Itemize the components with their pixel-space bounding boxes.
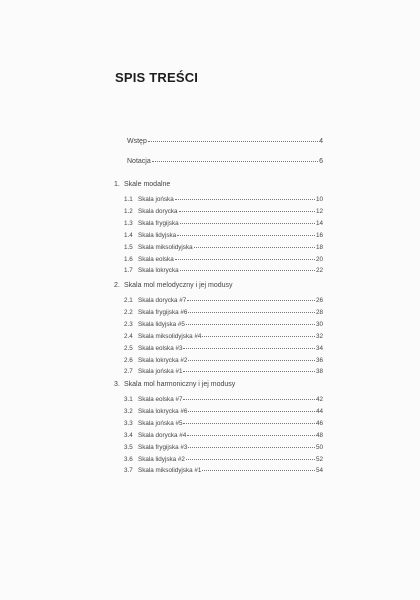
toc-entry-label: Skala lokrycka [138, 267, 179, 275]
dot-leader [175, 253, 315, 260]
dot-leader [188, 354, 315, 361]
toc-entry-page: 48 [315, 431, 323, 439]
toc-entry[interactable] [124, 418, 323, 429]
toc-entry-page: 42 [315, 396, 323, 403]
toc-entry-number: 3.2 [124, 407, 133, 415]
toc-entry-page: 30 [315, 320, 323, 328]
toc-entry-page: 4 [319, 138, 323, 145]
dot-leader [152, 155, 318, 162]
dot-leader [179, 205, 315, 212]
toc-entry[interactable] [124, 319, 323, 330]
toc-entry-label: Skala frygijska #6 [138, 308, 188, 316]
toc-entry-label: Skala eolska [138, 255, 174, 263]
dot-leader [180, 217, 315, 224]
dot-leader [183, 417, 315, 424]
toc-entry-page: 54 [315, 467, 323, 475]
toc-entry-label: Skala eolska #3 [138, 344, 183, 352]
toc-entry-page: 46 [315, 419, 323, 427]
toc-entry-number: 1.4 [124, 231, 133, 239]
toc-entry-number: 1.2 [124, 207, 133, 215]
toc-entry-page: 44 [315, 407, 323, 415]
toc-entry-number: 3.7 [124, 467, 133, 475]
dot-leader [188, 441, 315, 448]
toc-entry[interactable] [124, 265, 323, 276]
toc-entry-page: 18 [315, 243, 323, 251]
section-number: 3. [114, 381, 120, 388]
dot-leader [148, 135, 318, 142]
toc-entry-label: Skala jońska #1 [138, 368, 183, 376]
toc-entry-number: 2.3 [124, 320, 133, 328]
toc-entry-page: 12 [315, 207, 323, 215]
toc-entry-page: 20 [315, 255, 323, 263]
toc-entry-number: 2.2 [124, 308, 133, 316]
toc-entry-number: 2.7 [124, 368, 133, 376]
toc-entry-number: 2.6 [124, 356, 133, 364]
dot-leader [177, 229, 315, 236]
toc-entry-number: 3.3 [124, 419, 133, 427]
toc-entry[interactable] [124, 331, 323, 342]
toc-entry-number: 2.1 [124, 297, 133, 304]
toc-entry[interactable] [124, 430, 323, 441]
dot-leader [187, 429, 315, 436]
toc-entry[interactable] [124, 307, 323, 318]
toc-entry-page: 36 [315, 356, 323, 364]
toc-entry[interactable] [124, 394, 323, 405]
toc-section-heading[interactable] [114, 380, 235, 390]
toc-entry[interactable] [124, 454, 323, 465]
toc-entry-label: Skala lokrycka #2 [138, 356, 188, 364]
toc-entry[interactable] [124, 242, 323, 253]
toc-entry[interactable] [127, 156, 323, 167]
section-number: 2. [114, 282, 120, 289]
dot-leader [194, 241, 315, 248]
toc-entry-number: 3.1 [124, 396, 133, 403]
toc-entry-page: 32 [315, 332, 323, 340]
dot-leader [183, 342, 315, 349]
toc-entry[interactable] [124, 406, 323, 417]
toc-entry-label: Skala dorycka #7 [138, 297, 187, 304]
toc-entry-number: 3.6 [124, 455, 133, 463]
toc-entry-label: Skala miksolidyjska #1 [138, 467, 202, 475]
toc-entry-label: Notacja [127, 158, 151, 165]
toc-entry[interactable] [124, 194, 323, 205]
toc-entry-label: Skala jońska #5 [138, 419, 183, 427]
toc-entry-label: Skala eolska #7 [138, 396, 183, 403]
toc-entry-label: Skala miksolidyjska #4 [138, 332, 202, 340]
toc-entry-number: 3.5 [124, 443, 133, 451]
toc-entry-label: Skala miksolidyjska [138, 243, 193, 251]
toc-entry-page: 14 [315, 219, 323, 227]
section-title: Skale modalne [124, 181, 171, 188]
toc-entry-label: Skala jońska [138, 196, 174, 203]
dot-leader [183, 393, 315, 400]
section-title: Skala mol melodyczny i jej modusy [124, 282, 233, 289]
toc-entry[interactable] [124, 295, 323, 306]
toc-entry-label: Skala frygijska #3 [138, 443, 188, 451]
toc-entry[interactable] [124, 355, 323, 366]
toc-entry-label: Skala lidyjska #5 [138, 320, 185, 328]
toc-entry-page: 6 [319, 158, 323, 165]
toc-section-heading[interactable] [114, 281, 233, 291]
toc-entry[interactable] [124, 366, 323, 377]
toc-entry[interactable] [124, 465, 323, 476]
toc-entry-number: 2.4 [124, 332, 133, 340]
dot-leader [180, 264, 315, 271]
toc-entry-number: 1.3 [124, 219, 133, 227]
toc-entry-label: Wstęp [127, 138, 147, 145]
toc-entry[interactable] [124, 254, 323, 265]
dot-leader [202, 330, 315, 337]
page-title: SPIS TREŚCI [115, 70, 199, 85]
toc-entry-page: 50 [315, 443, 323, 451]
toc-entry-number: 1.7 [124, 267, 133, 275]
toc-entry-label: Skala lokrycka #6 [138, 407, 188, 415]
toc-entry-number: 1.6 [124, 255, 133, 263]
toc-section-heading[interactable] [114, 180, 170, 190]
dot-leader [186, 453, 315, 460]
dot-leader [188, 405, 315, 412]
toc-entry-page: 38 [315, 368, 323, 376]
toc-entry-label: Skala dorycka #4 [138, 431, 187, 439]
section-number: 1. [114, 181, 120, 188]
toc-entry-number: 1.5 [124, 243, 133, 251]
dot-leader [188, 306, 315, 313]
toc-entry-label: Skala frygijska [138, 219, 179, 227]
toc-entry[interactable] [127, 136, 323, 147]
toc-entry-label: Skala lidyjska #2 [138, 455, 185, 463]
toc-entry[interactable] [124, 230, 323, 241]
toc-entry[interactable] [124, 206, 323, 217]
dot-leader [186, 318, 315, 325]
toc-entry-page: 10 [315, 196, 323, 203]
toc-entry-page: 28 [315, 308, 323, 316]
toc-entry-label: Skala lidyjska [138, 231, 177, 239]
toc-entry[interactable] [124, 343, 323, 354]
dot-leader [202, 464, 315, 471]
dot-leader [187, 294, 315, 301]
toc-entry-page: 52 [315, 455, 323, 463]
toc-entry[interactable] [124, 218, 323, 229]
toc-entry-page: 16 [315, 231, 323, 239]
toc-entry[interactable] [124, 442, 323, 453]
dot-leader [183, 365, 315, 372]
toc-entry-number: 2.5 [124, 344, 133, 352]
toc-entry-number: 3.4 [124, 431, 133, 439]
dot-leader [175, 193, 315, 200]
toc-entry-number: 1.1 [124, 196, 133, 203]
toc-entry-page: 34 [315, 344, 323, 352]
toc-entry-label: Skala dorycka [138, 207, 178, 215]
toc-entry-page: 26 [315, 297, 323, 304]
section-title: Skala mol harmoniczny i jej modusy [124, 381, 236, 388]
toc-entry-page: 22 [315, 267, 323, 275]
